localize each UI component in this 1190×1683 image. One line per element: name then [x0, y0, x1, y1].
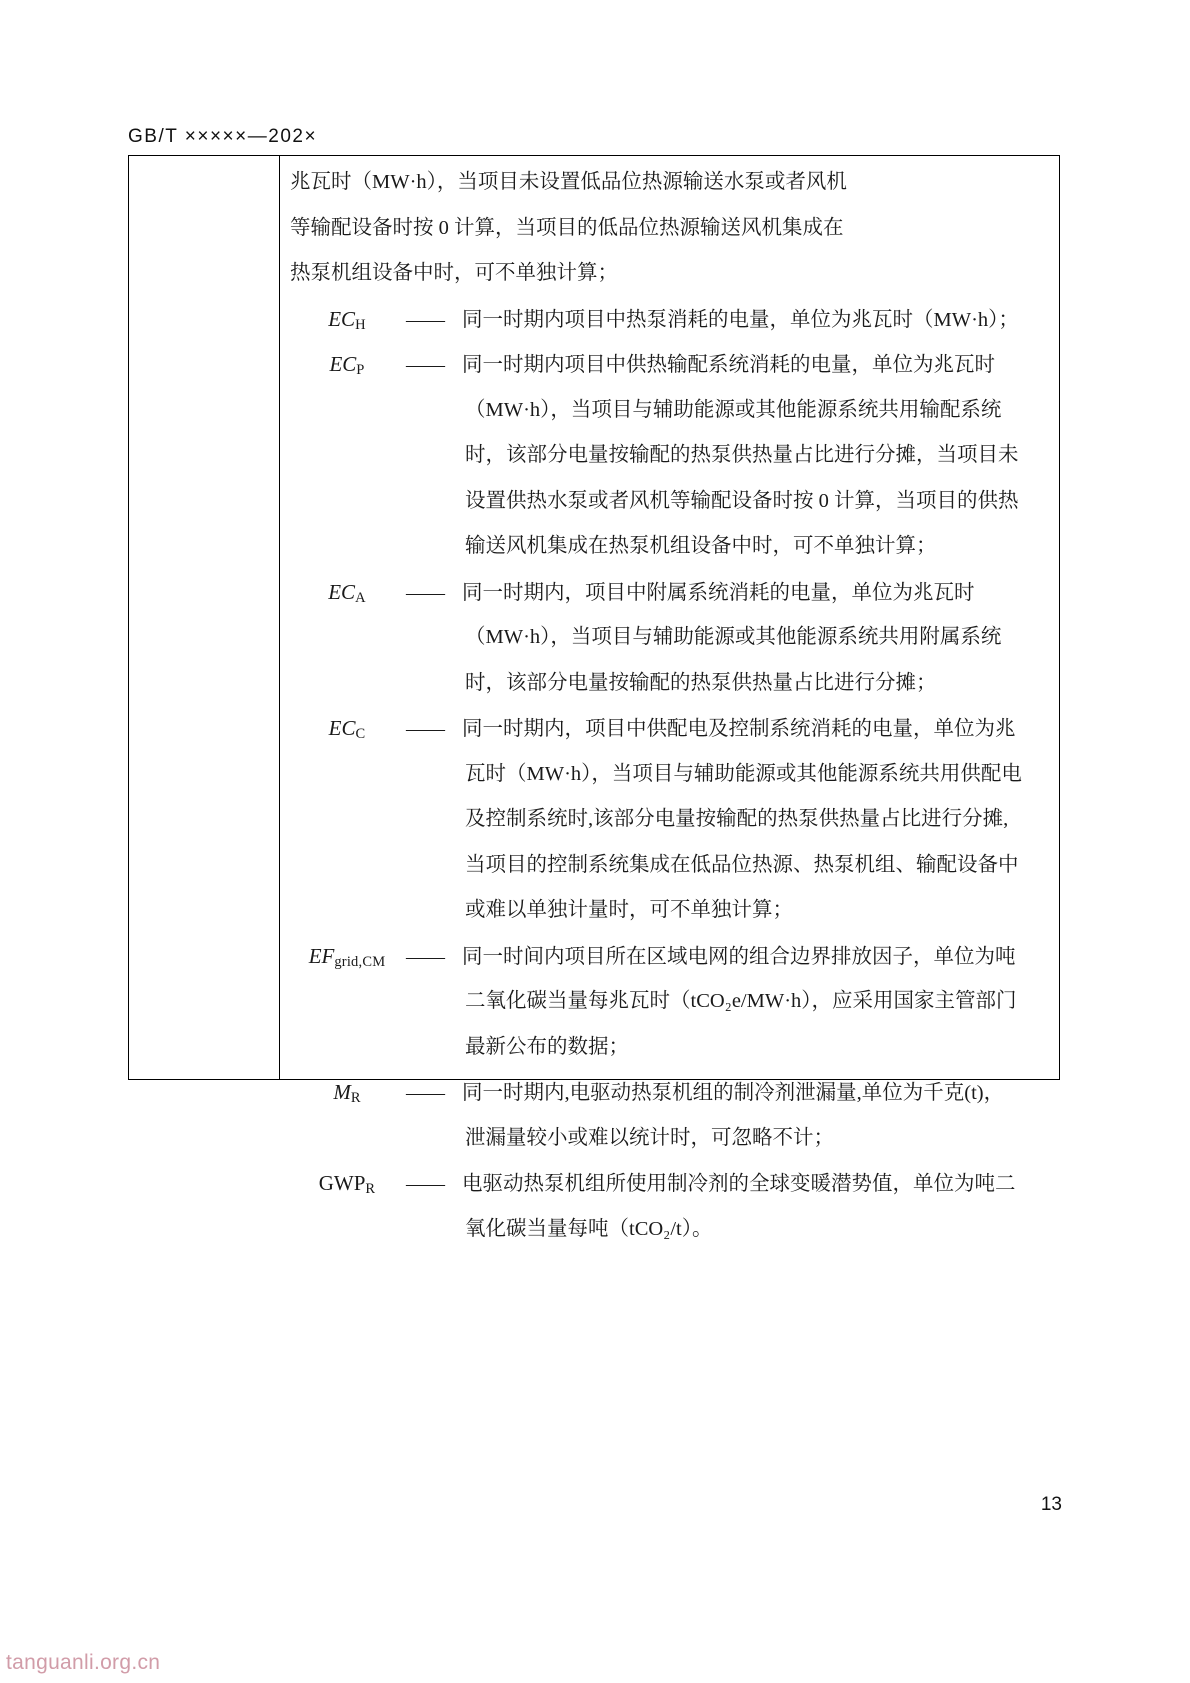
- symbol-ech: $EC_H$: [328, 306, 366, 333]
- definition-entry-eca: [288, 570, 1049, 616]
- page-number: 13: [1040, 1494, 1062, 1515]
- definition-text-cont: 时，该部分电量按输配的热泵供热量占比进行分摊；: [465, 671, 937, 694]
- definition-text-cont: 瓦时（MW·h），当项目与辅助能源或其他能源系统共用供配电: [465, 762, 1022, 785]
- definition-text-cont: 时，该部分电量按输配的热泵供热量占比进行分摊，当项目未: [465, 444, 1019, 466]
- definition-text-cont: 二氧化碳当量每兆瓦时（tCO₂e/MW·h），应采用国家主管部门: [465, 990, 1017, 1012]
- running-header-standard-code: GB/T ×××××—202×: [128, 126, 318, 147]
- symbol-eca: $EC_A$: [328, 579, 366, 606]
- em-dash: ——: [406, 354, 443, 376]
- definition-text-cont: 设置供热水泵或者风机等输配设备时按 0 计算，当项目的供热: [465, 489, 1019, 512]
- definition-list: [288, 160, 1049, 1252]
- em-dash: ——: [406, 1173, 443, 1195]
- definition-entry-ech: [288, 297, 1049, 343]
- definition-entry-gwpr: [288, 1161, 1049, 1207]
- definition-text: 同一时期内，项目中附属系统消耗的电量，单位为兆瓦时: [462, 581, 975, 604]
- definition-text: 同一时间内项目所在区域电网的组合边界排放因子，单位为吨: [462, 945, 1016, 968]
- symbol-mr: $M_R$: [333, 1080, 361, 1107]
- definition-text: 同一时期内项目中热泵消耗的电量，单位为兆瓦时（MW·h）；: [462, 308, 1019, 331]
- em-dash: ——: [406, 718, 443, 740]
- symbol-gwpr: $GWP_R$: [318, 1171, 376, 1198]
- definition-entry-efgridcm: [288, 934, 1049, 980]
- definition-entry-ecc: [288, 706, 1049, 752]
- table-left-column: [129, 156, 280, 1079]
- symbol-efgridcm: $EF_{grid,CM}$: [308, 943, 386, 970]
- definition-text: 同一时期内,电驱动热泵机组的制冷剂泄漏量,单位为千克(t)，: [462, 1082, 1005, 1104]
- em-dash: ——: [406, 308, 443, 331]
- definition-text-cont: 氧化碳当量每吨（tCO₂/t）。: [465, 1217, 713, 1240]
- definition-text-cont: 最新公布的数据；: [465, 1035, 629, 1058]
- continued-line: 等输配设备时按 0 计算，当项目的低品位热源输送风机集成在: [290, 216, 844, 239]
- definition-text-cont: 或难以单独计量时，可不单独计算；: [465, 899, 793, 921]
- definition-text-cont: 泄漏量较小或难以统计时，可忽略不计；: [465, 1126, 834, 1149]
- definition-entry-mr: [288, 1070, 1049, 1116]
- definition-text-cont: 及控制系统时,该部分电量按输配的热泵供热量占比进行分摊,: [465, 808, 1009, 830]
- definition-text-cont: （MW·h），当项目与辅助能源或其他能源系统共用附属系统: [465, 626, 1002, 648]
- table-right-column: [280, 156, 1059, 1240]
- continued-line: 兆瓦时（MW·h），当项目未设置低品位热源输送水泵或者风机: [290, 171, 847, 193]
- definition-entry-ecp: [288, 342, 1049, 388]
- definitions-table: [128, 155, 1060, 1240]
- symbol-ecc: $EC_C$: [328, 716, 366, 743]
- definition-text-cont: （MW·h），当项目与辅助能源或其他能源系统共用输配系统: [465, 398, 1002, 421]
- em-dash: ——: [406, 1082, 443, 1104]
- definition-text: 电驱动热泵机组所使用制冷剂的全球变暖潜势值，单位为吨二: [462, 1173, 1016, 1195]
- symbol-ecp: $EC_P$: [329, 352, 365, 379]
- definition-text: 同一时期内项目中供热输配系统消耗的电量，单位为兆瓦时: [462, 354, 995, 376]
- em-dash: ——: [406, 581, 443, 604]
- definition-text: 同一时期内，项目中供配电及控制系统消耗的电量，单位为兆: [462, 718, 1016, 740]
- watermark-text: tanguanli.org.cn: [6, 1651, 161, 1674]
- continued-line: 热泵机组设备中时，可不单独计算；: [290, 262, 618, 284]
- em-dash: ——: [406, 945, 443, 968]
- definition-text-cont: 当项目的控制系统集成在低品位热源、热泵机组、输配设备中: [465, 853, 1019, 876]
- definition-text-cont: 输送风机集成在热泵机组设备中时，可不单独计算；: [465, 535, 937, 557]
